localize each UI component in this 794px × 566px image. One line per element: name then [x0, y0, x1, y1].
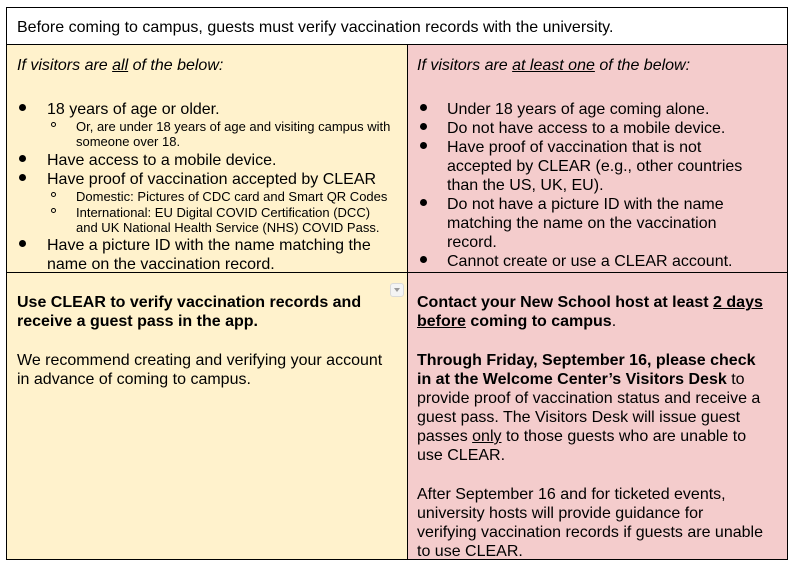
visitors-desk-line1: Through Friday, September 16, please check [417, 352, 756, 369]
header-text: Before coming to campus, guests must verify vaccination records with the university. [17, 19, 614, 36]
any-id-line2: matching the name on the vaccination [447, 215, 717, 232]
after-sept-line1: After September 16 and for ticketed events, [417, 486, 726, 503]
contact-host-title-line2: before coming to campus. [417, 313, 617, 330]
after-sept-line2: university hosts will provide guidance for [417, 505, 704, 522]
bullet-icon [420, 256, 427, 263]
header-row [7, 8, 787, 45]
cell-use-clear [7, 273, 408, 559]
cell-all-conditions [7, 45, 408, 273]
condition-proof-international-line2: and UK National Health Service (NHS) COVID Pass. [76, 220, 380, 235]
sub-bullet-icon [51, 208, 56, 213]
condition-age-sub-line2: someone over 18. [76, 134, 181, 149]
bullet-icon [420, 104, 427, 111]
use-clear-title-line1: Use CLEAR to verify vaccination records and [17, 294, 362, 311]
condition-age-sub-line1: Or, are under 18 years of age and visiting campus with [76, 119, 391, 134]
after-sept-line3: verifying vaccination records if guests are unable [417, 524, 763, 541]
sub-bullet-icon [51, 192, 56, 197]
contact-host-title-line1: Contact your New School host at least 2 days [417, 294, 763, 311]
visitor-guidelines-table [6, 7, 788, 560]
bullet-icon [19, 174, 26, 181]
any-proof-line2: accepted by CLEAR (e.g., other countries [447, 158, 743, 175]
condition-proof-international-line1: International: EU Digital COVID Certification (DCC) [76, 205, 371, 220]
use-clear-body-line2: in advance of coming to campus. [17, 371, 251, 388]
condition-proof: Have proof of vaccination accepted by CLEAR [47, 171, 377, 188]
condition-age: 18 years of age or older. [47, 101, 220, 118]
visitors-desk-line2: in at the Welcome Center’s Visitors Desk to [417, 371, 745, 388]
use-clear-body-line1: We recommend creating and verifying your account [17, 352, 383, 369]
any-mobile: Do not have access to a mobile device. [447, 120, 726, 137]
chevron-down-icon[interactable] [390, 283, 404, 297]
any-proof-line1: Have proof of vaccination that is not [447, 139, 702, 156]
bullet-icon [420, 123, 427, 130]
visitors-desk-line3: provide proof of vaccination status and receive a [417, 390, 761, 407]
any-id-line3: record. [447, 234, 497, 251]
visitors-desk-line5: passes only to those guests who are unable to [417, 428, 747, 445]
condition-mobile: Have access to a mobile device. [47, 152, 277, 169]
condition-proof-domestic: Domestic: Pictures of CDC card and Smart QR Codes [76, 189, 388, 204]
bullet-icon [19, 240, 26, 247]
all-conditions-intro: If visitors are all of the below: [17, 57, 224, 74]
any-id-line1: Do not have a picture ID with the name [447, 196, 724, 213]
bullet-icon [19, 155, 26, 162]
any-proof-line3: than the US, UK, EU). [447, 177, 604, 194]
any-condition-intro: If visitors are at least one of the below: [417, 57, 691, 74]
cell-any-condition [408, 45, 787, 273]
bullet-icon [420, 199, 427, 206]
sub-bullet-icon [51, 122, 56, 127]
visitors-desk-line4: guest pass. The Visitors Desk will issue guest [417, 409, 741, 426]
cell-contact-host [408, 273, 787, 559]
bullet-icon [420, 142, 427, 149]
condition-id-line2: name on the vaccination record. [47, 256, 275, 273]
use-clear-title-line2: receive a guest pass in the app. [17, 313, 258, 330]
any-clear-account: Cannot create or use a CLEAR account. [447, 253, 733, 270]
condition-id-line1: Have a picture ID with the name matching the [47, 237, 371, 254]
any-age: Under 18 years of age coming alone. [447, 101, 710, 118]
bullet-icon [19, 104, 26, 111]
visitors-desk-line6: use CLEAR. [417, 447, 506, 464]
after-sept-line4: to use CLEAR. [417, 543, 523, 559]
